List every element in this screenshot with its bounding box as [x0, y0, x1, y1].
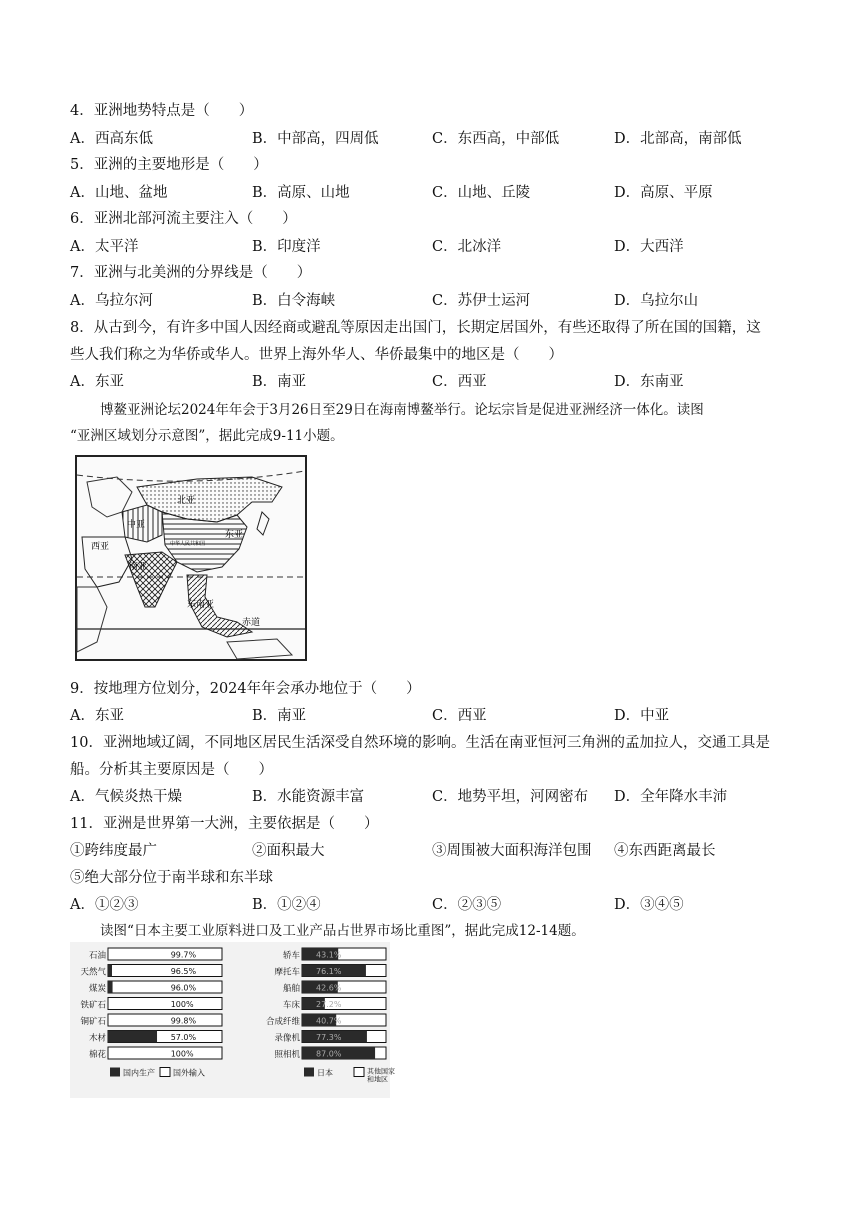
south-asia-region [125, 552, 177, 607]
chart1-legend-light-label-line1: 其他国家 [367, 1067, 395, 1076]
q4-option-b: B．中部高，四周低 [252, 131, 379, 147]
map-label-north-asia: 北亚 [177, 496, 196, 506]
q10-option-c: C．地势平坦，河网密布 [432, 789, 589, 805]
asia-region-map [75, 455, 307, 661]
q11-statement-4: ④东西距离最长 [614, 843, 716, 859]
chart0-legend-light-swatch [160, 1068, 170, 1077]
chart1-category-label: 摩托车 [274, 967, 300, 978]
chart0-category-label: 煤炭 [88, 984, 106, 994]
chart1-category-label: 合成纤维 [265, 1017, 300, 1027]
africa-outline [77, 587, 107, 652]
chart0-bar-dark [108, 981, 113, 993]
q10-option-d: D．全年降水丰沛 [614, 789, 728, 805]
chart1-value-label: 76.1% [316, 967, 342, 976]
chart0-value-label: 96.0% [170, 983, 197, 993]
map-label-china: 中华人民共和国 [170, 541, 206, 547]
q4-option-d: D．北部高，南部低 [614, 131, 742, 147]
q8-option-a: A．东亚 [70, 374, 124, 390]
q6-option-c: C．北冰洋 [432, 239, 502, 255]
chart0-value-label: 57.0% [170, 1033, 197, 1042]
map-label-southeast-asia: 东南亚 [187, 600, 215, 610]
q5-option-a: A．山地、盆地 [70, 185, 168, 201]
q7-option-a: A．乌拉尔河 [70, 293, 153, 309]
q6-option-d: D．大西洋 [614, 239, 684, 255]
chart1-legend-light-swatch [354, 1068, 364, 1077]
chart0-bar-light [108, 981, 222, 993]
chart0-category-label: 天然气 [80, 967, 106, 978]
question-7-stem: 7．亚洲与北美洲的分界线是（ ） [70, 265, 312, 281]
chart1-value-label: 77.3% [316, 1033, 342, 1042]
chart1-legend-dark-label: 日本 [317, 1068, 333, 1078]
intro-12-14: 读图“日本主要工业原料进口及工业产品占世界市场比重图”，据此完成12-14题。 [100, 923, 585, 939]
q9-option-b: B．南亚 [252, 708, 307, 724]
chart0-value-label: 100% [170, 1049, 194, 1059]
question-10-stem-line1: 10．亚洲地域辽阔，不同地区居民生活深受自然环境的影响。生活在南亚恒河三角洲的孟加拉人，交通工具是 [70, 735, 770, 751]
question-10-stem-line2: 船。分析其主要原因是（ ） [70, 762, 273, 778]
chart0-value-label: 99.7% [170, 950, 197, 960]
q7-option-c: C．苏伊士运河 [432, 293, 531, 309]
map-label-south-asia: 南亚 [129, 562, 148, 572]
q11-option-c: C．②③⑤ [432, 897, 502, 913]
chart0-category-label: 铜矿石 [80, 1017, 106, 1027]
question-4-stem: 4．亚洲地势特点是（ ） [70, 103, 254, 119]
chart1-category-label: 录像机 [274, 1033, 300, 1044]
chart0-bar-light [108, 948, 222, 960]
chart1-value-label: 42.6% [316, 983, 342, 993]
q10-option-a: A．气候炎热干燥 [70, 789, 182, 805]
q10-option-b: B．水能资源丰富 [252, 789, 365, 805]
japan-industry-chart [70, 942, 395, 1098]
chart0-category-label: 棉花 [88, 1050, 106, 1060]
chart0-legend-dark-swatch [110, 1068, 120, 1077]
australia-outline [227, 639, 292, 659]
q5-option-c: C．山地、丘陵 [432, 185, 531, 201]
question-6-stem: 6．亚洲北部河流主要注入（ ） [70, 211, 297, 227]
q11-statement-3: ③周围被大面积海洋包围 [432, 843, 592, 859]
q6-option-a: A．太平洋 [70, 239, 139, 255]
q4-option-c: C．东西高，中部低 [432, 131, 560, 147]
chart0-value-label: 99.8% [170, 1016, 197, 1026]
chart1-value-label: 87.0% [316, 1049, 342, 1059]
chart1-value-label: 40.7% [316, 1016, 342, 1026]
q9-option-d: D．中亚 [614, 708, 670, 724]
chart1-value-label: 43.1% [316, 950, 342, 960]
japan-outline [257, 512, 269, 535]
japan-industry-chart-svg [70, 942, 395, 1098]
map-label-east-asia: 东亚 [225, 530, 244, 540]
chart0-bar-light [108, 998, 222, 1010]
chart0-bar-light [108, 1047, 222, 1059]
chart1-category-label: 照相机 [274, 1050, 300, 1060]
chart0-legend-dark-label: 国内生产 [123, 1068, 155, 1078]
q4-option-a: A．西高东低 [70, 131, 153, 147]
q7-option-b: B．白令海峡 [252, 293, 336, 309]
q11-statement-1: ①跨纬度最广 [70, 843, 157, 859]
chart0-category-label: 木材 [88, 1033, 106, 1044]
q8-option-d: D．东南亚 [614, 374, 684, 390]
intro-9-11-line2: “亚洲区域划分示意图”，据此完成9-11小题。 [70, 428, 344, 444]
question-8-stem-line1: 8．从古到今，有许多中国人因经商或避乱等原因走出国门，长期定居国外，有些还取得了所在国的国籍，这 [70, 320, 761, 336]
q6-option-b: B．印度洋 [252, 239, 321, 255]
question-5-stem: 5．亚洲的主要地形是（ ） [70, 157, 268, 173]
q11-option-b: B．①②④ [252, 897, 321, 913]
q7-option-d: D．乌拉尔山 [614, 293, 699, 309]
asia-map-svg [77, 457, 305, 659]
q8-option-c: C．西亚 [432, 374, 487, 390]
question-9-stem: 9．按地理方位划分，2024年年会承办地位于（ ） [70, 681, 421, 697]
chart1-category-label: 车床 [282, 1000, 300, 1011]
chart0-legend-light-label: 国外输入 [173, 1068, 205, 1078]
chart0-bar-dark [108, 965, 112, 977]
chart0-category-label: 铁矿石 [80, 1000, 106, 1011]
intro-9-11-line1: 博鳌亚洲论坛2024年年会于3月26日至29日在海南博鳌举行。论坛宗旨是促进亚洲经济一体化。读图 [100, 402, 704, 418]
chart1-value-label: 27.2% [316, 1000, 342, 1009]
chart1-category-label: 轿车 [282, 951, 300, 961]
question-11-stem: 11．亚洲是世界第一大洲，主要依据是（ ） [70, 816, 379, 832]
q11-option-a: A．①②③ [70, 897, 139, 913]
q11-statement-2: ②面积最大 [252, 843, 325, 859]
map-label-equator: 赤道 [242, 618, 261, 628]
q11-option-d: D．③④⑤ [614, 897, 684, 913]
chart0-bar-dark [108, 1031, 157, 1043]
q11-statement-5: ⑤绝大部分位于南半球和东半球 [70, 870, 273, 886]
chart1-category-label: 船舶 [282, 984, 300, 994]
chart1-legend-light-label-line2: 和地区 [367, 1075, 388, 1084]
q9-option-a: A．东亚 [70, 708, 124, 724]
chart0-value-label: 96.5% [170, 967, 197, 976]
map-label-central-asia: 中亚 [127, 520, 146, 530]
chart0-category-label: 石油 [88, 951, 106, 961]
q8-option-b: B．南亚 [252, 374, 307, 390]
q5-option-d: D．高原、平原 [614, 185, 713, 201]
map-label-west-asia: 西亚 [91, 542, 110, 552]
chart0-value-label: 100% [170, 1000, 194, 1009]
question-8-stem-line2: 些人我们称之为华侨或华人。世界上海外华人、华侨最集中的地区是（ ） [70, 347, 563, 363]
chart1-legend-dark-swatch [304, 1068, 314, 1077]
q5-option-b: B．高原、山地 [252, 185, 350, 201]
chart0-bar-light [108, 965, 222, 977]
chart0-bar-light [108, 1014, 222, 1026]
q9-option-c: C．西亚 [432, 708, 487, 724]
